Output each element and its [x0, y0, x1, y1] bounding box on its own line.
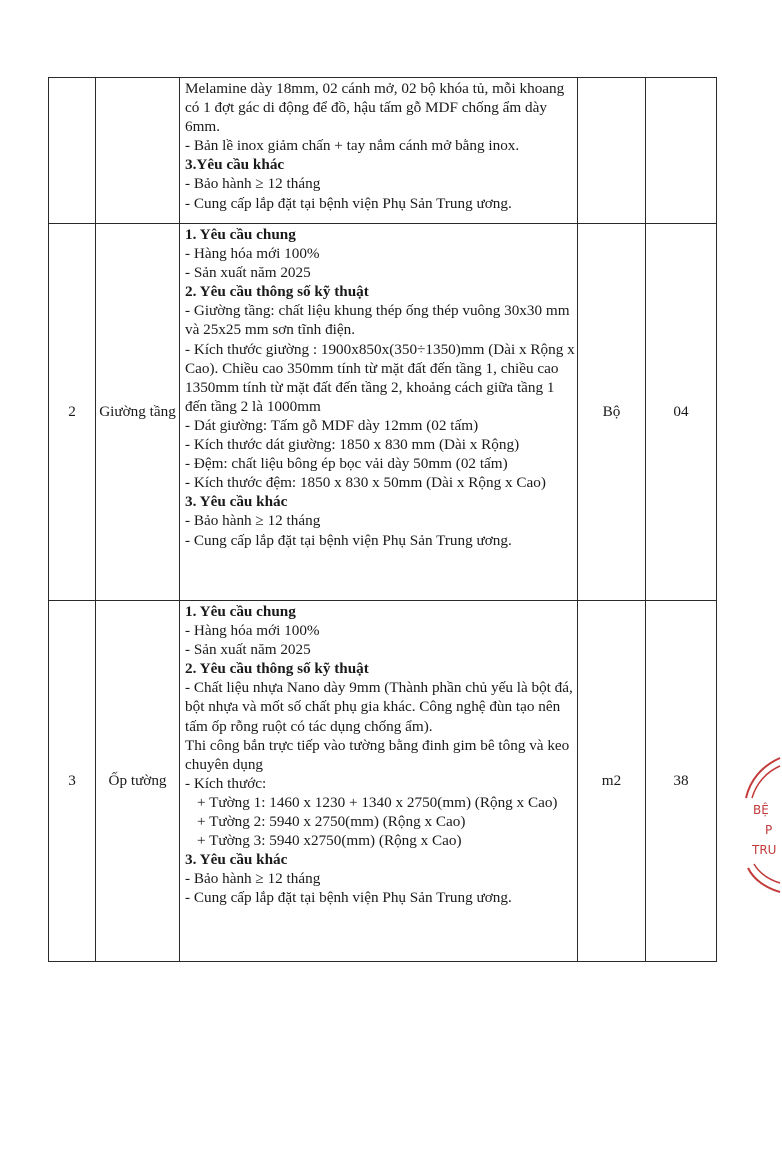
quantity-cell: [646, 78, 717, 224]
quantity-cell: 38: [646, 601, 717, 962]
section-heading: 3.Yêu cầu khác: [185, 156, 285, 174]
spec-line: - Dát giường: Tấm gỗ MDF dày 12mm (02 tấm): [185, 416, 479, 434]
table-row: [49, 601, 717, 962]
spec-line: - Bản lề inox giảm chấn + tay nắm cánh mở bằng inox.: [185, 137, 520, 155]
spec-line: - Kích thước:: [185, 774, 267, 792]
description-cell: [180, 78, 578, 224]
spec-line: - Kích thước giường : 1900x850x(350÷1350)mm (Dài x Rộng x Cao). Chiều cao 350mm tính từ mặt đất đến tầng 1, chiều cao 1350mm tính từ mặt đất đến tầng 2, khoảng cách giữa tầng 1 đến tầng 2 là 1000mm: [185, 340, 575, 415]
spec-line: - Sản xuất năm 2025: [185, 641, 311, 659]
spec-line: - Kích thước dát giường: 1850 x 830 mm (Dài x Rộng): [185, 436, 520, 454]
spec-line: - Bảo hành ≥ 12 tháng: [185, 175, 321, 193]
spec-line: + Tường 2: 5940 x 2750(mm) (Rộng x Cao): [197, 813, 466, 831]
item-name-cell: Giường tầng: [96, 224, 180, 601]
unit-cell: m2: [578, 601, 646, 962]
spec-line: + Tường 1: 1460 x 1230 + 1340 x 2750(mm) (Rộng x Cao): [197, 793, 558, 811]
spec-line: - Đệm: chất liệu bông ép bọc vải dày 50mm (02 tấm): [185, 455, 508, 473]
specification-table: [48, 77, 717, 962]
section-heading: 2. Yêu cầu thông số kỹ thuật: [185, 283, 369, 301]
stt-cell: 2: [49, 224, 96, 601]
svg-text:P: P: [765, 823, 773, 837]
table-row: [49, 224, 717, 601]
section-heading: 1. Yêu cầu chung: [185, 226, 296, 243]
hospital-stamp: [740, 752, 782, 902]
spec-line: - Cung cấp lắp đặt tại bệnh viện Phụ Sản Trung ương.: [185, 889, 512, 907]
table-row: [49, 78, 717, 224]
unit-cell: [578, 78, 646, 224]
spec-line: - Bảo hành ≥ 12 tháng: [185, 870, 321, 888]
spec-line: - Hàng hóa mới 100%: [185, 245, 320, 263]
spec-line: - Hàng hóa mới 100%: [185, 622, 320, 640]
stt-cell: [49, 78, 96, 224]
spec-line: - Cung cấp lắp đặt tại bệnh viện Phụ Sản Trung ương.: [185, 531, 512, 549]
spec-line: - Kích thước đệm: 1850 x 830 x 50mm (Dài x Rộng x Cao): [185, 474, 546, 492]
svg-text:BỆ: BỆ: [753, 803, 769, 817]
spec-line: - Cung cấp lắp đặt tại bệnh viện Phụ Sản Trung ương.: [185, 194, 512, 212]
section-heading: 3. Yêu cầu khác: [185, 493, 288, 511]
description-cell: [180, 224, 578, 601]
spec-line: - Chất liệu nhựa Nano dày 9mm (Thành phần chủ yếu là bột đá, bột nhựa và mốt số chất phụ gia khác. Công nghệ đùn tạo nên tấm ốp rỗng ruột có tác dụng chống ẩm).: [185, 679, 573, 735]
spec-line: Thi công bắn trực tiếp vào tường bằng đinh gim bê tông và keo chuyên dụng: [185, 736, 570, 773]
section-heading: 3. Yêu cầu khác: [185, 851, 288, 869]
spec-line: - Sản xuất năm 2025: [185, 264, 311, 282]
description-cell: [180, 601, 578, 962]
stt-cell: 3: [49, 601, 96, 962]
svg-text:TRU: TRU: [752, 843, 777, 857]
quantity-cell: 04: [646, 224, 717, 601]
item-name-cell: [96, 78, 180, 224]
spec-line: Melamine dày 18mm, 02 cánh mở, 02 bộ khóa tủ, mỗi khoang có 1 đợt gác di động để đồ, hậu tấm gỗ MDF chống ẩm dày 6mm.: [185, 80, 565, 136]
spec-line: - Bảo hành ≥ 12 tháng: [185, 512, 321, 530]
stamp-seal-icon: [740, 752, 782, 902]
unit-cell: Bộ: [578, 224, 646, 601]
section-heading: 2. Yêu cầu thông số kỹ thuật: [185, 660, 369, 678]
item-name-cell: Ốp tường: [96, 601, 180, 962]
spec-line: - Giường tầng: chất liệu khung thép ống thép vuông 30x30 mm và 25x25 mm sơn tĩnh điện.: [185, 302, 570, 339]
section-heading: 1. Yêu cầu chung: [185, 603, 296, 620]
spec-line: + Tường 3: 5940 x2750(mm) (Rộng x Cao): [197, 832, 462, 850]
